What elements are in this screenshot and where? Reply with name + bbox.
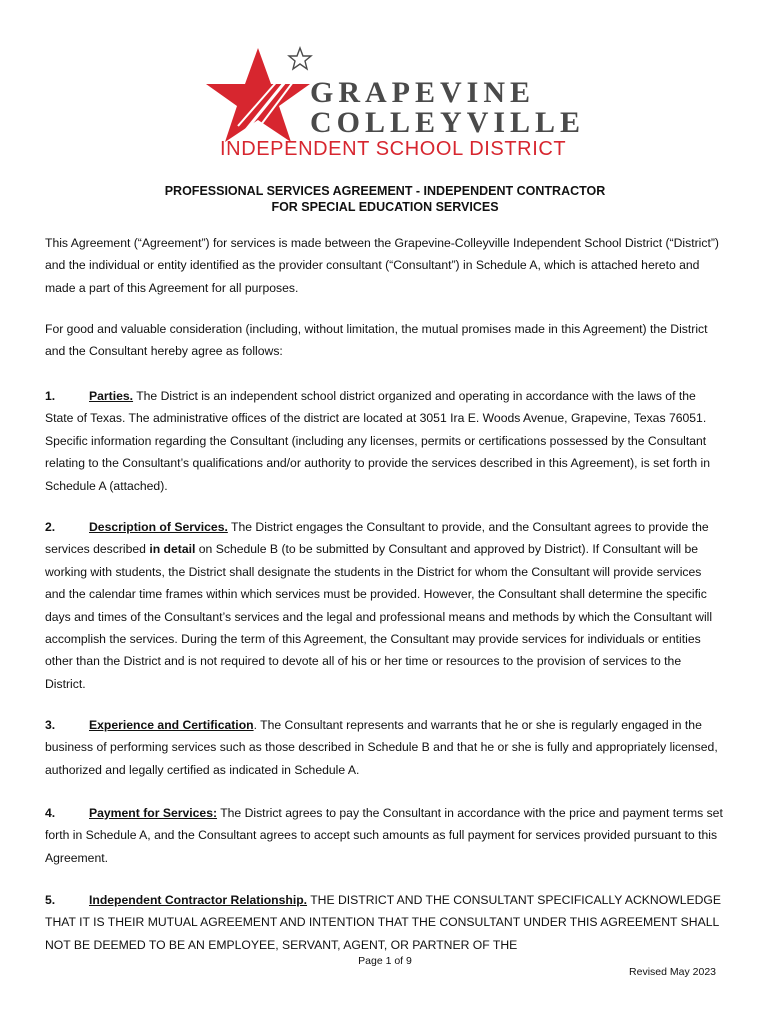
section-number: 4. (45, 806, 56, 820)
section-text: The District engages the Consultant to provide, and the Consultant agrees to provide the services described (45, 520, 709, 557)
section-text: on Schedule B (to be submitted by Consultant and approved by District). If Consultant will be working with students, the District shall designate the students in the District for whom the Consultant will provide services and the calendar time frames within which services must be provided. However, the Consultant shall determine the specific days and times of the Consultant’s services and the legal and professional means and methods by which the Consultant will accomplish the services. During the term of this Agreement, the Consultant may provide services for individuals or entities other than the District and is not required to devote all of his or her time or resources to the provision of services to the District. (45, 542, 713, 691)
section-number: 2. (45, 520, 56, 534)
district-logo (200, 44, 586, 162)
logo-text-grapevine: GRAPEVINE (310, 76, 536, 109)
section-payment (45, 802, 725, 869)
section-bold-text: in detail (149, 542, 196, 557)
section-text: The District agrees to pay the Consultant in accordance with the price and payment terms set forth in Schedule A, and the Consultant agrees to accept such amounts as full payment for services provided pursuant to this Agreement. (45, 806, 723, 865)
section-heading: Experience and Certification (89, 718, 254, 732)
document-title-line2: FOR SPECIAL EDUCATION SERVICES (271, 200, 499, 214)
section-heading: Description of Services. (89, 520, 228, 534)
section-heading: Independent Contractor Relationship. (89, 893, 308, 907)
section-number: 5. (45, 893, 56, 907)
section-description-of-services (45, 516, 725, 695)
section-independent-contractor (45, 889, 725, 956)
section-text: . The Consultant represents and warrants that he or she is regularly engaged in the business of performing services such as those described in Schedule B and that he or she is fully and appropriately licensed, authorized and legally certified as indicated in Schedule A. (45, 718, 718, 777)
document-title-line1: PROFESSIONAL SERVICES AGREEMENT - INDEPENDENT CONTRACTOR (164, 184, 606, 198)
section-number: 3. (45, 718, 56, 732)
logo-text-isd: INDEPENDENT SCHOOL DISTRICT (220, 138, 567, 160)
section-text: The District is an independent school district organized and operating in accordance with the laws of the State of Texas. The administrative offices of the district are located at 3051 Ira E. Woods Avenue, Grapevine, Texas 76051. Specific information regarding the Consultant (including any licenses, permits or certifications possessed by the Consultant relating to the Consultant’s qualifications and/or authority to provide the services described in this Agreement), is set forth in Schedule A (attached). (45, 389, 711, 493)
page-number: Page 1 of 9 (358, 955, 412, 967)
logo-text-colleyville: COLLEYVILLE (310, 106, 586, 139)
intro-paragraph: This Agreement (“Agreement”) for services is made between the Grapevine-Colleyville Independent School District (“District”) and the individual or entity identified as the provider consultant (“Consultant”) in Schedule A, which is attached hereto and made a part of this Agreement for all purposes. (45, 236, 719, 295)
section-heading: Parties. (89, 389, 134, 403)
section-parties (45, 385, 725, 497)
section-text: THE DISTRICT AND THE CONSULTANT SPECIFICALLY ACKNOWLEDGE THAT IT IS THEIR MUTUAL AGREEMENT AND INTENTION THAT THE CONSULTANT UNDER THIS AGREEMENT SHALL NOT BE DEEMED TO BE AN EMPLOYEE, SERVANT, AGENT, OR PARTNER OF THE (45, 893, 722, 952)
revision-date: Revised May 2023 (629, 966, 716, 978)
consideration-paragraph: For good and valuable consideration (including, without limitation, the mutual promises made in this Agreement) the District and the Consultant hereby agree as follows: (45, 322, 708, 359)
section-number: 1. (45, 389, 56, 403)
section-heading: Payment for Services: (89, 806, 218, 820)
section-experience (45, 714, 725, 781)
